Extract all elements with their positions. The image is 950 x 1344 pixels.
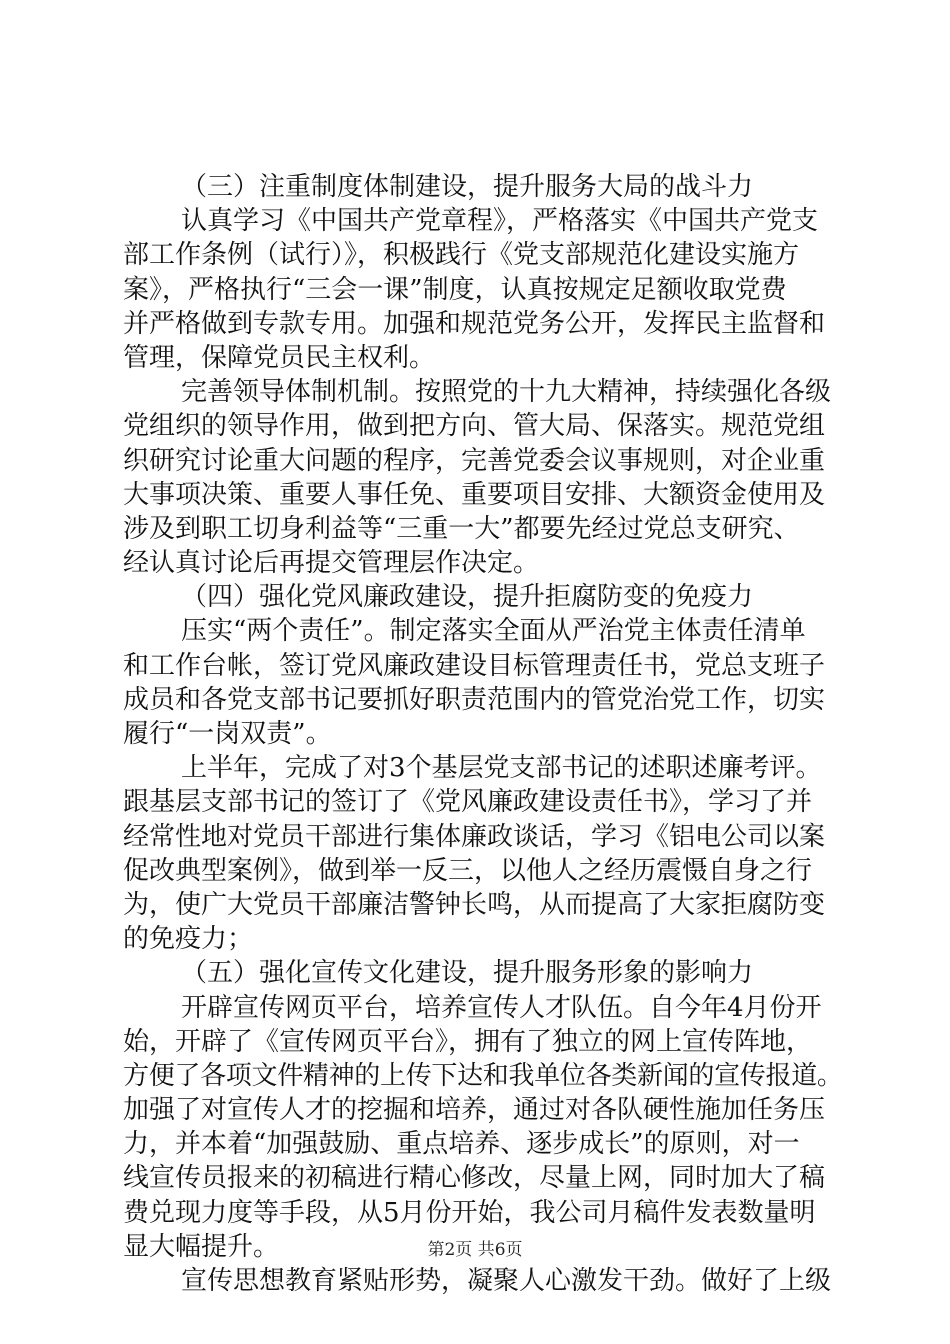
- text-line: 促改典型案例》，做到举一反三，以他人之经历震慑自身之行: [123, 855, 813, 886]
- text-line: 方便了各项文件精神的上传下达和我单位各类新闻的宣传报道。: [123, 1060, 843, 1091]
- text-line: 涉及到职工切身利益等“三重一大”都要先经过党总支研究、: [123, 513, 800, 544]
- text-line: 压实“两个责任”。制定落实全面从严治党主体责任清单: [181, 616, 806, 647]
- text-line: 认真学习《中国共产党章程》，严格落实《中国共产党支: [181, 206, 819, 237]
- text-line: 经认真讨论后再提交管理层作决定。: [123, 548, 540, 579]
- text-line: 费兑现力度等手段，从5月份开始，我公司月稿件发表数量明: [123, 1197, 816, 1228]
- text-line: 显大幅提升。: [123, 1231, 280, 1262]
- text-line: 加强了对宣传人才的挖掘和培养，通过对各队硬性施加任务压: [123, 1095, 826, 1126]
- text-line: 的免疫力；: [123, 924, 254, 955]
- text-line: 上半年，完成了对3个基层党支部书记的述职述廉考评。: [181, 753, 822, 784]
- text-line: 完善领导体制机制。按照党的十九大精神，持续强化各级: [181, 377, 832, 408]
- text-line: 开辟宣传网页平台，培养宣传人才队伍。自今年4月份开: [181, 992, 822, 1023]
- text-line: 履行“一岗双责”。: [123, 719, 332, 749]
- text-line: 织研究讨论重大问题的程序，完善党委会议事规则，对企业重: [123, 445, 826, 476]
- document-body: [123, 170, 843, 1298]
- text-line: 大事项决策、重要人事任免、重要项目安排、大额资金使用及: [123, 479, 826, 510]
- text-line: （三）注重制度体制建设，提升服务大局的战斗力: [181, 172, 754, 202]
- text-line: （四）强化党风廉政建设，提升拒腐防变的免疫力: [181, 582, 754, 613]
- text-line: （五）强化宣传文化建设，提升服务形象的影响力: [181, 958, 754, 989]
- text-line: 并严格做到专款专用。加强和规范党务公开，发挥民主监督和: [123, 308, 826, 339]
- text-line: 为，使广大党员干部廉洁警钟长鸣，从而提高了大家拒腐防变: [123, 889, 826, 920]
- text-line: 经常性地对党员干部进行集体廉政谈话，学习《铝电公司以案: [123, 821, 826, 852]
- text-line: 案》，严格执行“三会一课”制度，认真按规定足额收取党费: [123, 274, 787, 305]
- text-line: 和工作台帐，签订党风廉政建设目标管理责任书，党总支班子: [123, 650, 826, 681]
- text-line: 宣传思想教育紧贴形势，凝聚人心激发干劲。做好了上级: [181, 1266, 832, 1296]
- text-line: 力，并本着“加强鼓励、重点培养、逐步成长”的原则，对一: [123, 1129, 800, 1160]
- page-footer: 第2页 共6页: [427, 1240, 523, 1260]
- text-line: 始，开辟了《宣传网页平台》，拥有了独立的网上宣传阵地，: [123, 1026, 813, 1057]
- text-line: 管理，保障党员民主权利。: [123, 342, 436, 373]
- text-line: 党组织的领导作用，做到把方向、管大局、保落实。规范党组: [123, 411, 826, 442]
- text-line: 跟基层支部书记的签订了《党风廉政建设责任书》，学习了并: [123, 787, 813, 818]
- text-line: 部工作条例（试行）》，积极践行《党支部规范化建设实施方: [123, 240, 800, 271]
- text-line: 线宣传员报来的初稿进行精心修改，尽量上网，同时加大了稿: [123, 1163, 826, 1194]
- text-line: 成员和各党支部书记要抓好职责范围内的管党治党工作，切实: [123, 684, 826, 715]
